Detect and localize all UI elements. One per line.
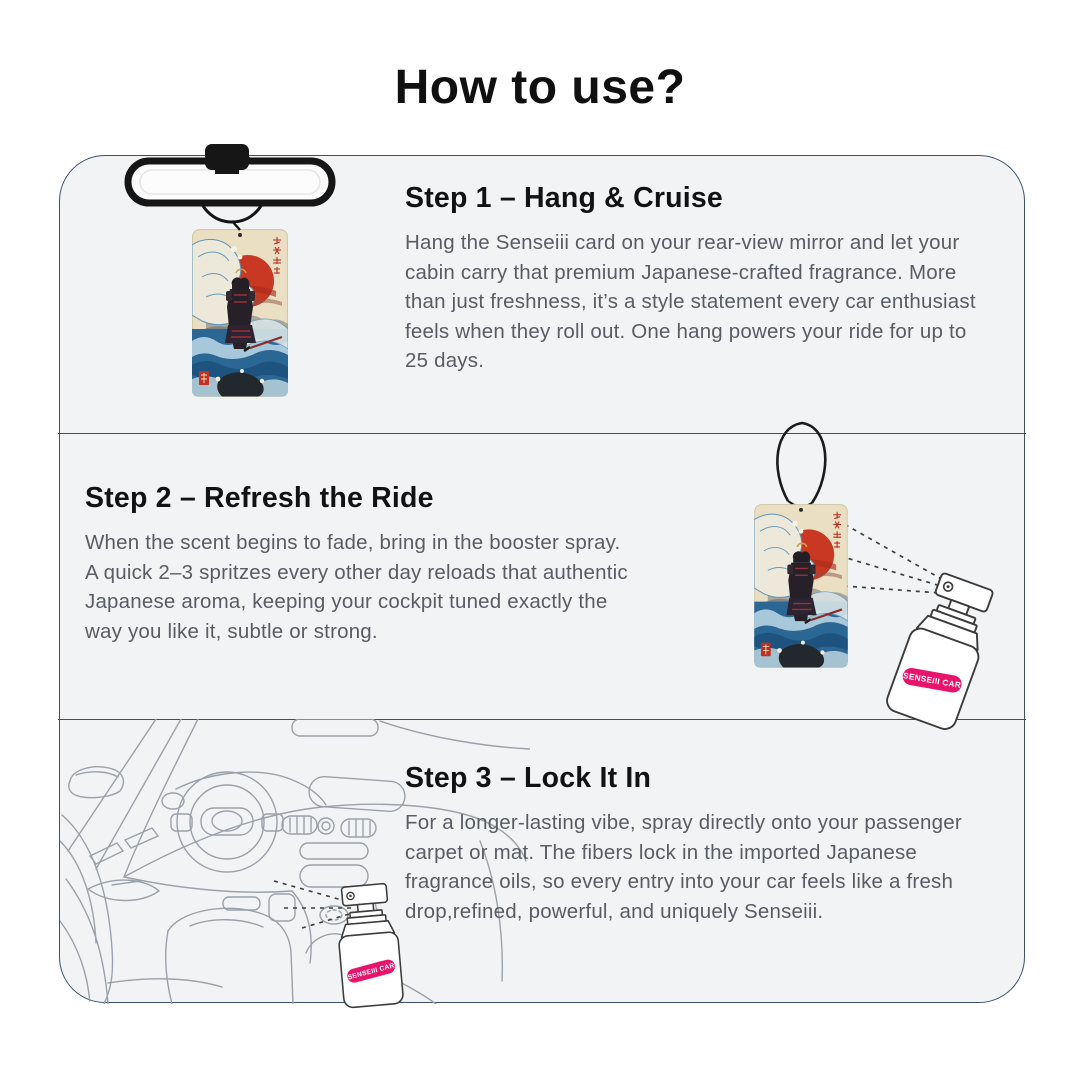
spray-bottle-icon [325, 881, 414, 1012]
step-3-body: For a longer-lasting vibe, spray directly onto your passenger carpet or mat. The fibers lock in the imported Japanese fragrance oils, so every entry into your car feels like a fresh drop,refined, powerful, and uniquely Senseiii. [405, 811, 962, 923]
step-1-section [405, 182, 993, 376]
steps-panel [59, 155, 1025, 1003]
rear-view-mirror-icon [110, 140, 350, 236]
step-2-section [85, 482, 637, 646]
samurai-card-icon [754, 504, 848, 668]
step-3-section [405, 762, 1005, 926]
step-2-heading: Step 2 – Refresh the Ride [85, 482, 434, 514]
step-2-body: When the scent begins to fade, bring in the booster spray. A quick 2–3 spritzes every other day reloads that authentic Japanese aroma, keeping your cockpit tuned exactly the way you like it, subtle or strong. [85, 531, 628, 643]
hanging-loop-icon [768, 417, 838, 513]
samurai-card-icon [192, 229, 288, 397]
step-1-heading: Step 1 – Hang & Cruise [405, 182, 723, 214]
step-3-heading: Step 3 – Lock It In [405, 762, 652, 794]
step-1-body: Hang the Senseiii card on your rear-view mirror and let your cabin carry that premium Japanese-crafted fragrance. More than just freshness, it’s a style statement every car enthusiast feels when they roll out. One hang powers your ride for up to 25 days. [405, 231, 976, 372]
page-title: How to use? [394, 61, 686, 114]
section-divider-1 [58, 433, 1025, 434]
